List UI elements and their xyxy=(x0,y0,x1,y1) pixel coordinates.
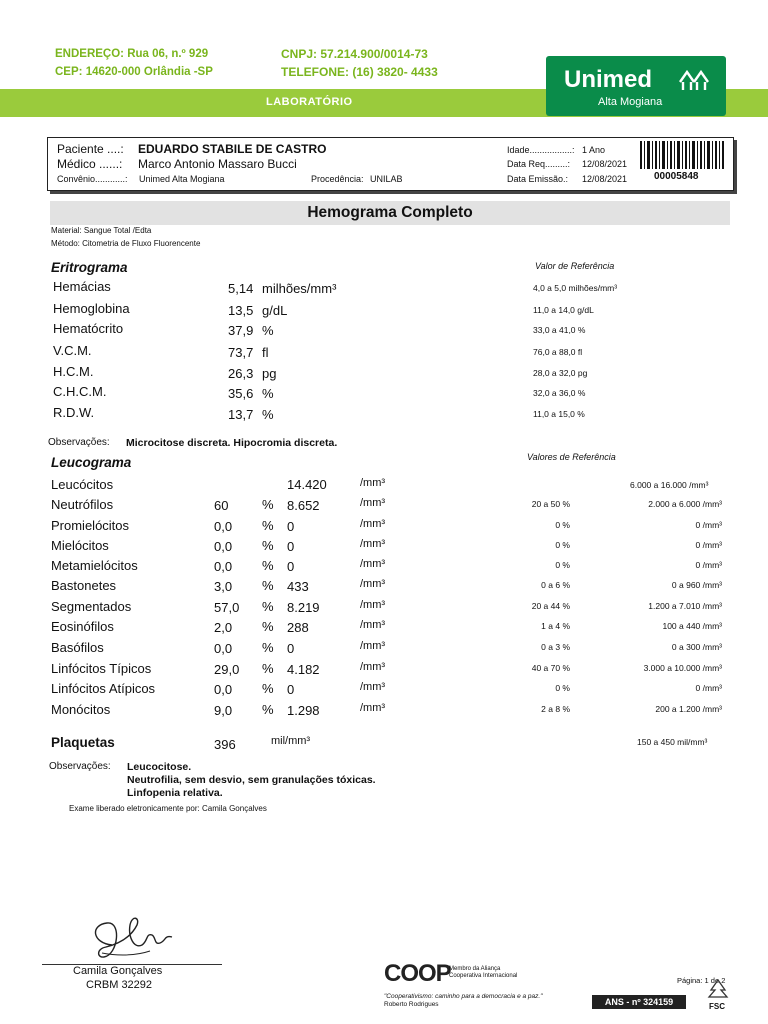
medico-label: Médico ......: xyxy=(57,157,123,171)
exam-title-bar xyxy=(50,201,730,225)
leuco-unit: /mm³ xyxy=(360,578,386,590)
leuco-abs: 4.182 xyxy=(287,662,320,677)
metodo-line: Método: Citometria de Fluxo Fluorencente xyxy=(51,239,201,248)
leuco-unit: /mm³ xyxy=(360,681,386,693)
band-title: LABORATÓRIO xyxy=(266,96,353,108)
exam-title: Hemograma Completo xyxy=(307,204,473,221)
leuco-ref-abs: 200 a 1.200 /mm³ xyxy=(655,704,722,714)
leuco-pct-sign: % xyxy=(262,538,274,553)
leuco-ref-pct: 0 % xyxy=(555,560,570,570)
fsc-tree-icon xyxy=(703,978,733,1000)
paciente-label: Paciente ....: xyxy=(57,142,124,156)
eritro-ref: 11,0 a 14,0 g/dL xyxy=(533,305,594,315)
leucograma-ref-title: Valores de Referência xyxy=(527,452,616,462)
data-emissao-value: 12/08/2021 xyxy=(582,174,628,184)
address-line xyxy=(55,48,208,60)
eritro-unit: milhões/mm³ xyxy=(262,281,337,296)
leuco-ref-pct: 0 % xyxy=(555,540,570,550)
unimed-logo xyxy=(546,56,726,116)
convenio-label: Convênio............: xyxy=(57,174,128,184)
leuco-pct: 3,0 xyxy=(214,579,233,594)
coop-quote: "Cooperativismo: caminho para a democracia e a paz." xyxy=(384,993,543,1000)
leuco-abs: 288 xyxy=(287,620,309,635)
eritro-name: Hemoglobina xyxy=(53,301,130,316)
leuco-pct-sign: % xyxy=(262,702,274,717)
leuco-pct: 60 xyxy=(214,498,229,513)
eritrograma-obs: Microcitose discreta. Hipocromia discreta. xyxy=(126,437,338,449)
leuco-pct-sign: % xyxy=(262,661,274,676)
eritro-ref: 76,0 a 88,0 fl xyxy=(533,347,583,357)
plaquetas-value: 396 xyxy=(214,737,236,752)
leuco-pct-sign: % xyxy=(262,518,274,533)
leuco-ref-pct: 0 % xyxy=(555,683,570,693)
telefone-label: TELEFONE: xyxy=(281,65,349,79)
leuco-ref-pct: 2 a 8 % xyxy=(541,704,570,714)
leuco-pct: 0,0 xyxy=(214,641,233,656)
procedencia-value: UNILAB xyxy=(370,174,403,184)
leuco-pct-sign: % xyxy=(262,599,274,614)
signer-crbm: CRBM 32292 xyxy=(86,979,153,991)
plaquetas-ref: 150 a 450 mil/mm³ xyxy=(637,737,708,747)
leuco-ref-pct: 1 a 4 % xyxy=(541,621,570,631)
leuco-ref-pct: 20 a 50 % xyxy=(531,499,570,509)
leuco-name: Mielócitos xyxy=(51,538,109,553)
leuco-abs: 433 xyxy=(287,579,309,594)
leuco-pct-sign: % xyxy=(262,558,274,573)
leuco-ref-pct: 20 a 44 % xyxy=(531,601,570,611)
eritro-value: 13,7 xyxy=(228,407,254,422)
leuco-pct-sign: % xyxy=(262,681,274,696)
ans-badge: ANS - nº 324159 xyxy=(592,995,686,1009)
plaquetas-obs-label: Observações: xyxy=(49,761,111,772)
eritrograma-ref-title: Valor de Referência xyxy=(535,261,615,271)
leucograma-title: Leucograma xyxy=(51,455,132,470)
eritro-unit: % xyxy=(262,386,274,401)
cep-line xyxy=(55,66,213,78)
leuco-ref-pct: 0 % xyxy=(555,520,570,530)
eritro-value: 35,6 xyxy=(228,386,254,401)
address-label: ENDEREÇO: xyxy=(55,48,125,60)
medico-value: Marco Antonio Massaro Bucci xyxy=(138,157,297,171)
logo-subtitle: Alta Mogiana xyxy=(598,96,663,108)
leuco-unit: /mm³ xyxy=(360,558,386,570)
leuco-ref-abs: 3.000 a 10.000 /mm³ xyxy=(643,663,722,673)
barcode-icon xyxy=(640,141,724,169)
leuco-name: Neutrófilos xyxy=(51,497,114,512)
procedencia-label: Procedência: xyxy=(311,174,364,184)
eritro-name: H.C.M. xyxy=(53,364,94,379)
leuco-abs: 1.298 xyxy=(287,703,320,718)
coop-author: Roberto Rodrigues xyxy=(384,1001,439,1008)
leuco-ref-pct: 0 a 3 % xyxy=(541,642,570,652)
leucocitos-abs: 14.420 xyxy=(287,477,327,492)
eritro-name: R.D.W. xyxy=(53,405,95,420)
leuco-pct: 0,0 xyxy=(214,682,233,697)
plaquetas-unit: mil/mm³ xyxy=(271,735,311,747)
leuco-ref-abs: 0 /mm³ xyxy=(695,520,722,530)
plaquetas-obs-line-2: Neutrofilia, sem desvio, sem granulações tóxicas. xyxy=(127,774,376,786)
cep-value: 14620-000 Orlândia -SP xyxy=(85,66,213,78)
eritro-ref: 11,0 a 15,0 % xyxy=(533,409,585,419)
paciente-value: EDUARDO STABILE DE CASTRO xyxy=(138,142,327,156)
leuco-pct-sign: % xyxy=(262,619,274,634)
leuco-abs: 0 xyxy=(287,539,295,554)
cnpj-value: 57.214.900/0014-73 xyxy=(320,47,428,61)
data-emissao-label: Data Emissão.: xyxy=(507,174,569,184)
eritro-name: C.H.C.M. xyxy=(53,384,107,399)
eritro-value: 26,3 xyxy=(228,366,254,381)
barcode-number: 00005848 xyxy=(654,171,699,182)
coop-tagline xyxy=(449,966,517,980)
cnpj-line xyxy=(281,47,428,61)
leucocitos-unit: /mm³ xyxy=(360,477,386,489)
eritro-value: 37,9 xyxy=(228,323,254,338)
convenio-value: Unimed Alta Mogiana xyxy=(139,174,225,184)
leuco-ref-abs: 100 a 440 /mm³ xyxy=(662,621,722,631)
leuco-name: Segmentados xyxy=(51,599,132,614)
leuco-pct-sign: % xyxy=(262,640,274,655)
leucocitos-name: Leucócitos xyxy=(51,477,114,492)
plaquetas-title: Plaquetas xyxy=(51,735,115,750)
telefone-value: (16) 3820- 4433 xyxy=(352,65,438,79)
leuco-pct: 29,0 xyxy=(214,662,240,677)
leuco-ref-abs: 0 /mm³ xyxy=(695,560,722,570)
leuco-abs: 8.652 xyxy=(287,498,320,513)
idade-value: 1 Ano xyxy=(582,145,606,155)
eritrograma-title: Eritrograma xyxy=(51,260,128,275)
eritro-ref: 4,0 a 5,0 milhões/mm³ xyxy=(533,283,618,293)
leuco-unit: /mm³ xyxy=(360,538,386,550)
coop-logo: COOP xyxy=(384,960,451,987)
unimed-tree-icon xyxy=(678,68,710,92)
plaquetas-obs-line-3: Linfopenia relativa. xyxy=(127,787,223,799)
telefone-line xyxy=(281,65,438,79)
fsc-label: FSC xyxy=(709,1002,725,1011)
leuco-name: Monócitos xyxy=(51,702,111,717)
leuco-ref-abs: 0 a 960 /mm³ xyxy=(671,580,722,590)
coop-tag-line-1: Membro da Aliança xyxy=(449,966,501,972)
leuco-name: Promielócitos xyxy=(51,518,130,533)
eritro-value: 13,5 xyxy=(228,303,254,318)
leuco-pct: 57,0 xyxy=(214,600,240,615)
leuco-name: Linfócitos Típicos xyxy=(51,661,152,676)
leuco-name: Basófilos xyxy=(51,640,104,655)
leuco-pct-sign: % xyxy=(262,578,274,593)
eritro-ref: 28,0 a 32,0 pg xyxy=(533,368,588,378)
leuco-abs: 8.219 xyxy=(287,600,320,615)
leuco-pct: 0,0 xyxy=(214,519,233,534)
leuco-ref-pct: 0 a 6 % xyxy=(541,580,570,590)
address-value: Rua 06, n.º 929 xyxy=(127,48,209,60)
eritro-ref: 33,0 a 41,0 % xyxy=(533,325,586,335)
page-number: Página: 1 de 2 xyxy=(677,976,726,985)
eritro-name: Hematócrito xyxy=(53,321,124,336)
eritrograma-obs-label: Observações: xyxy=(48,437,110,448)
leuco-ref-abs: 0 a 300 /mm³ xyxy=(671,642,722,652)
leucocitos-ref: 6.000 a 16.000 /mm³ xyxy=(630,480,709,490)
data-req-label: Data Req.........: xyxy=(507,159,571,169)
leuco-name: Metamielócitos xyxy=(51,558,138,573)
leuco-ref-abs: 2.000 a 6.000 /mm³ xyxy=(648,499,722,509)
leuco-pct: 9,0 xyxy=(214,703,233,718)
leuco-unit: /mm³ xyxy=(360,619,386,631)
liberado-line: Exame liberado eletronicamente por: Camila Gonçalves xyxy=(69,804,267,813)
data-req-value: 12/08/2021 xyxy=(582,159,628,169)
plaquetas-obs-line-1: Leucocitose. xyxy=(127,761,192,773)
leuco-unit: /mm³ xyxy=(360,702,386,714)
leuco-unit: /mm³ xyxy=(360,599,386,611)
eritro-unit: g/dL xyxy=(262,303,288,318)
leuco-name: Bastonetes xyxy=(51,578,117,593)
cnpj-label: CNPJ: xyxy=(281,47,318,61)
signature-image xyxy=(82,905,182,965)
leuco-abs: 0 xyxy=(287,682,295,697)
leuco-unit: /mm³ xyxy=(360,518,386,530)
eritro-unit: % xyxy=(262,407,274,422)
logo-name: Unimed xyxy=(564,66,653,93)
leuco-name: Linfócitos Atípicos xyxy=(51,681,156,696)
leuco-pct: 0,0 xyxy=(214,559,233,574)
leuco-abs: 0 xyxy=(287,641,295,656)
leuco-ref-abs: 0 /mm³ xyxy=(695,540,722,550)
idade-label: Idade.................: xyxy=(507,145,575,155)
leuco-ref-abs: 0 /mm³ xyxy=(695,683,722,693)
leuco-unit: /mm³ xyxy=(360,497,386,509)
leuco-name: Eosinófilos xyxy=(51,619,114,634)
cep-label: CEP: xyxy=(55,66,83,78)
leuco-pct-sign: % xyxy=(262,497,274,512)
leuco-ref-pct: 40 a 70 % xyxy=(531,663,570,673)
coop-tag-line-2: Cooperativa Internacional xyxy=(449,973,518,979)
leuco-unit: /mm³ xyxy=(360,661,386,673)
leuco-pct: 2,0 xyxy=(214,620,233,635)
eritro-unit: fl xyxy=(262,345,269,360)
leuco-abs: 0 xyxy=(287,559,295,574)
leuco-ref-abs: 1.200 a 7.010 /mm³ xyxy=(648,601,722,611)
material-line: Material: Sangue Total /Edta xyxy=(51,226,152,235)
signer-name: Camila Gonçalves xyxy=(73,965,163,977)
eritro-name: Hemácias xyxy=(53,279,111,294)
eritro-value: 5,14 xyxy=(228,281,254,296)
leuco-pct: 0,0 xyxy=(214,539,233,554)
eritro-value: 73,7 xyxy=(228,345,254,360)
eritro-unit: pg xyxy=(262,366,277,381)
eritro-name: V.C.M. xyxy=(53,343,92,358)
leuco-unit: /mm³ xyxy=(360,640,386,652)
eritro-unit: % xyxy=(262,323,274,338)
leuco-abs: 0 xyxy=(287,519,295,534)
eritro-ref: 32,0 a 36,0 % xyxy=(533,388,586,398)
